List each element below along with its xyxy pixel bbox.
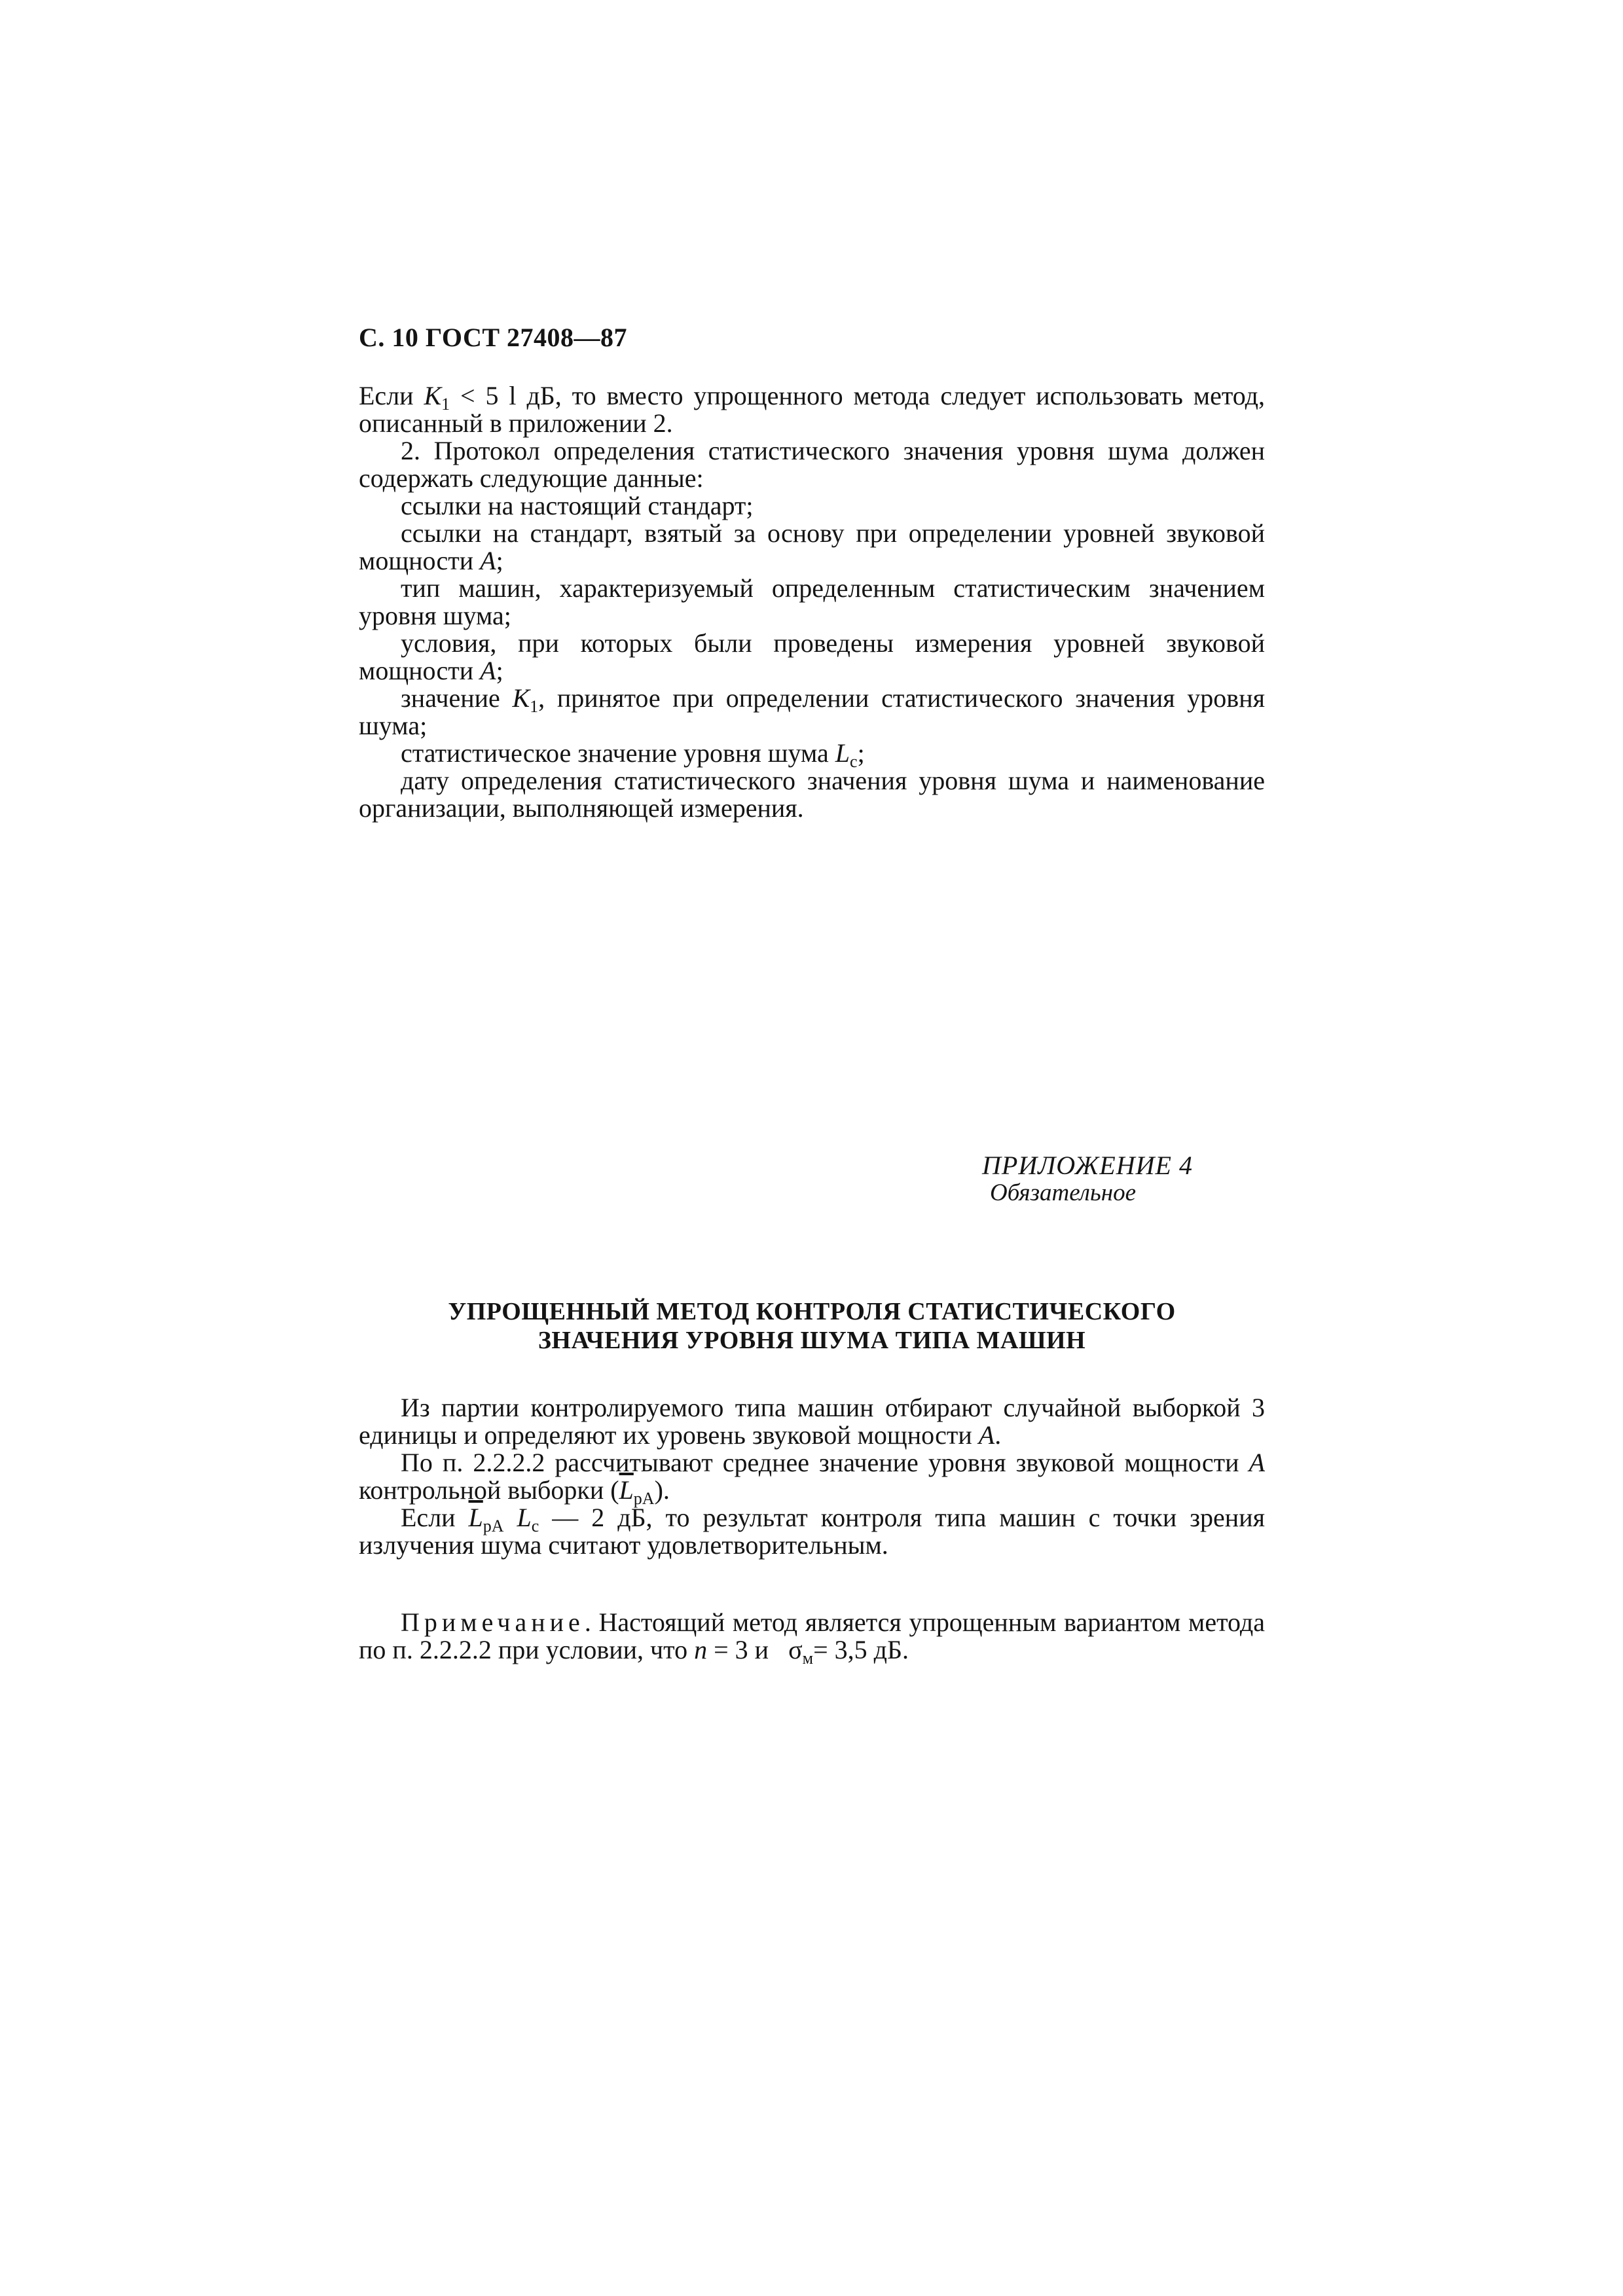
list-item: значение $K_1$, принятое при определении статистического значения уровня шума; (359, 683, 1265, 740)
protocol-section (359, 382, 1265, 822)
title-line-1: УПРОЩЕННЫЙ МЕТОД КОНТРОЛЯ СТАТИСТИЧЕСКОГО (448, 1298, 1176, 1325)
paragraph-result: Если $\overline{L}_{pA}$ $L_с$ — 2 дБ, то результат контроля типа машин с точки зрения излучения шума считают удовлетворительным. (359, 1503, 1265, 1560)
section-title (359, 1297, 1265, 1355)
list-item: условия, при которых были проведены измерения уровней звуковой мощности А; (359, 628, 1265, 685)
title-line-2: ЗНАЧЕНИЯ УРОВНЯ ШУМА ТИПА МАШИН (538, 1327, 1086, 1354)
page-header: С. 10 ГОСТ 27408—87 (359, 323, 628, 352)
list-item: ссылки на настоящий стандарт; (401, 491, 754, 520)
method-section (359, 1394, 1265, 1559)
note-label: Примечание (401, 1607, 585, 1637)
paragraph-k1-condition: Если $K_1 < 5$ l дБ, то вместо упрощенного метода следует использовать метод, описанный в приложении 2. (359, 381, 1265, 438)
note-block (359, 1607, 1265, 1668)
paragraph-average: По п. 2.2.2.2 рассчитывают среднее значение уровня звуковой мощности А контрольной выборки $(\overline{L}_{pA})$. (359, 1448, 1265, 1508)
list-item: тип машин, характеризуемый определенным статистическим значением уровня шума; (359, 573, 1265, 630)
list-item: ссылки на стандарт, взятый за основу при определении уровней звуковой мощности А; (359, 518, 1265, 575)
list-item: дату определения статистического значения уровня шума и наименование организации, выполняющей измерения. (359, 766, 1265, 823)
appendix-number: ПРИЛОЖЕНИЕ 4 (982, 1151, 1193, 1180)
list-item: статистическое значение уровня шума $L_с$; (401, 738, 865, 771)
paragraph-item-2: 2. Протокол определения статистического значения уровня шума должен содержать следующие данные: (359, 436, 1265, 493)
appendix-kind: Обязательное (990, 1179, 1137, 1206)
appendix-label (982, 1152, 1257, 1207)
paragraph-sampling: Из партии контролируемого типа машин отбирают случайной выборкой 3 единицы и определяют их уровень звуковой мощности А. (359, 1393, 1265, 1450)
note-paragraph: Примечание. Настоящий метод является упрощенным вариантом метода по п. 2.2.2.2 при условии, что n = 3 и $\sigma_м= 3,5$ дБ. (359, 1607, 1265, 1668)
